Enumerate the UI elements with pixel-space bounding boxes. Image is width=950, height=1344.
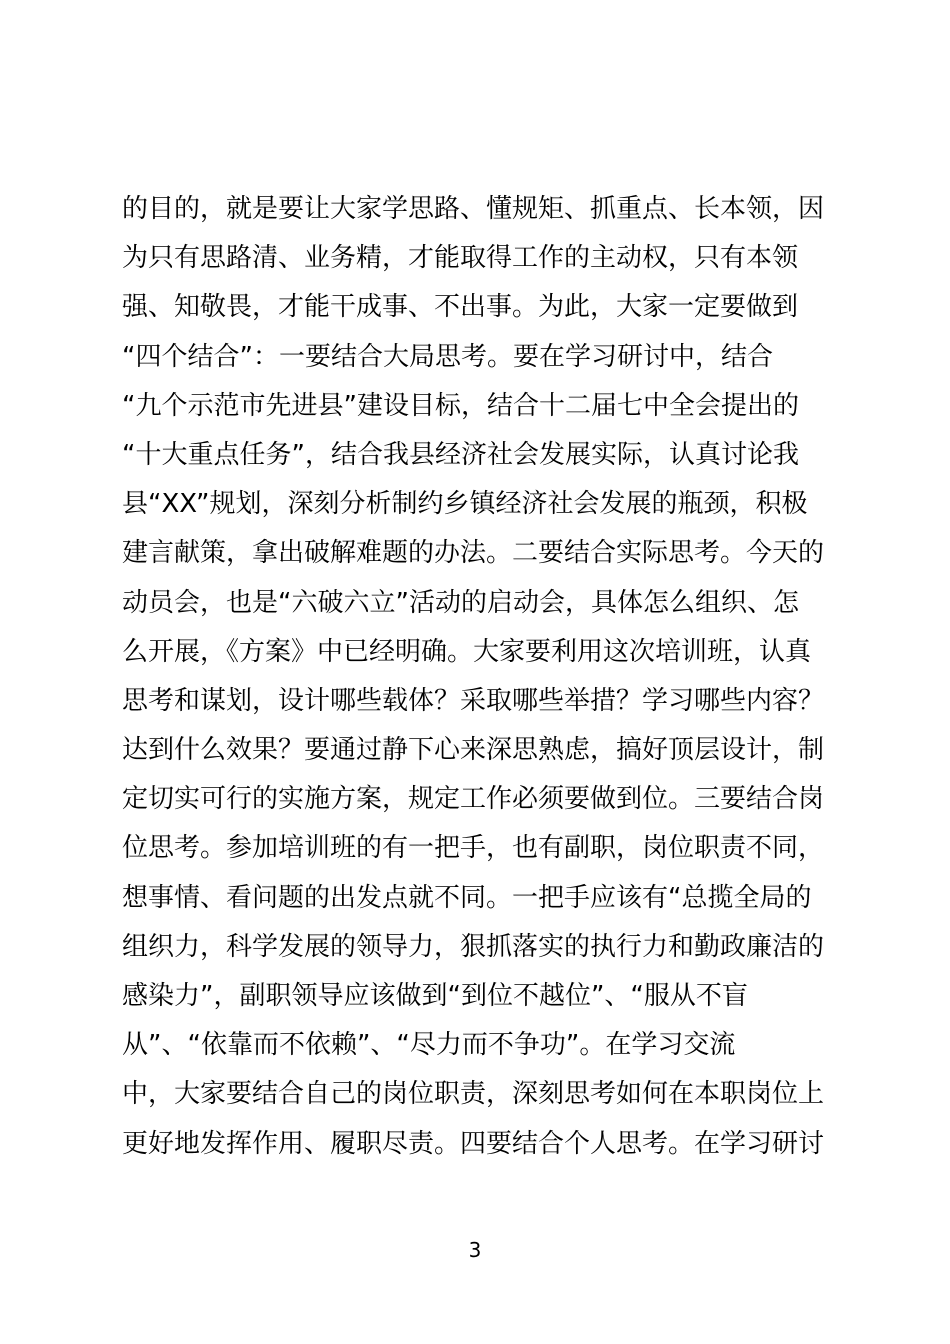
text-line: 动员会，也是“六破六立”活动的启动会，具体怎么组织、怎 — [122, 587, 799, 618]
text-line: 为只有思路清、业务精，才能取得工作的主动权，只有本领 — [122, 243, 799, 274]
text-line: 组织力，科学发展的领导力，狠抓落实的执行力和勤政廉洁的 — [122, 931, 825, 962]
text-line: “十大重点任务”，结合我县经济社会发展实际，认真讨论我 — [122, 439, 799, 470]
text-line: 位思考。参加培训班的有一把手，也有副职，岗位职责不同， — [122, 833, 825, 864]
text-line: 思考和谋划，设计哪些载体？采取哪些举措？学习哪些内容？ — [122, 685, 825, 716]
text-line: 定切实可行的实施方案，规定工作必须要做到位。三要结合岗 — [122, 784, 825, 815]
body-paragraph — [122, 185, 842, 1169]
text-line: 的目的，就是要让大家学思路、懂规矩、抓重点、长本领，因 — [122, 194, 825, 224]
text-line: 感染力”，副职领导应该做到“到位不越位”、“服从不盲 — [122, 981, 748, 1011]
page-number: 3 — [468, 1238, 482, 1262]
text-line: 县“XX”规划，深刻分析制约乡镇经济社会发展的瓶颈，积极 — [122, 489, 808, 520]
text-line: 从”、“依靠而不依赖”、“尽力而不争功”。在学习交流 — [122, 1030, 736, 1061]
text-line: 强、知敬畏，才能干成事、不出事。为此，大家一定要做到 — [122, 292, 799, 323]
text-line: 建言献策，拿出破解难题的办法。二要结合实际思考。今天的 — [122, 538, 825, 569]
text-line: 达到什么效果？要通过静下心来深思熟虑，搞好顶层设计，制 — [122, 735, 825, 766]
text-line: “九个示范市先进县”建设目标，结合十二届七中全会提出的 — [122, 390, 799, 421]
text-line: 么开展，《方案》中已经明确。大家要利用这次培训班，认真 — [122, 636, 812, 667]
text-line: 想事情、看问题的出发点就不同。一把手应该有“总揽全局的 — [122, 882, 812, 913]
text-line: “四个结合”：一要结合大局思考。要在学习研讨中，结合 — [122, 341, 773, 372]
text-line: 中，大家要结合自己的岗位职责，深刻思考如何在本职岗位上 — [122, 1079, 825, 1110]
text-line: 更好地发挥作用、履职尽责。四要结合个人思考。在学习研讨 — [122, 1128, 825, 1159]
